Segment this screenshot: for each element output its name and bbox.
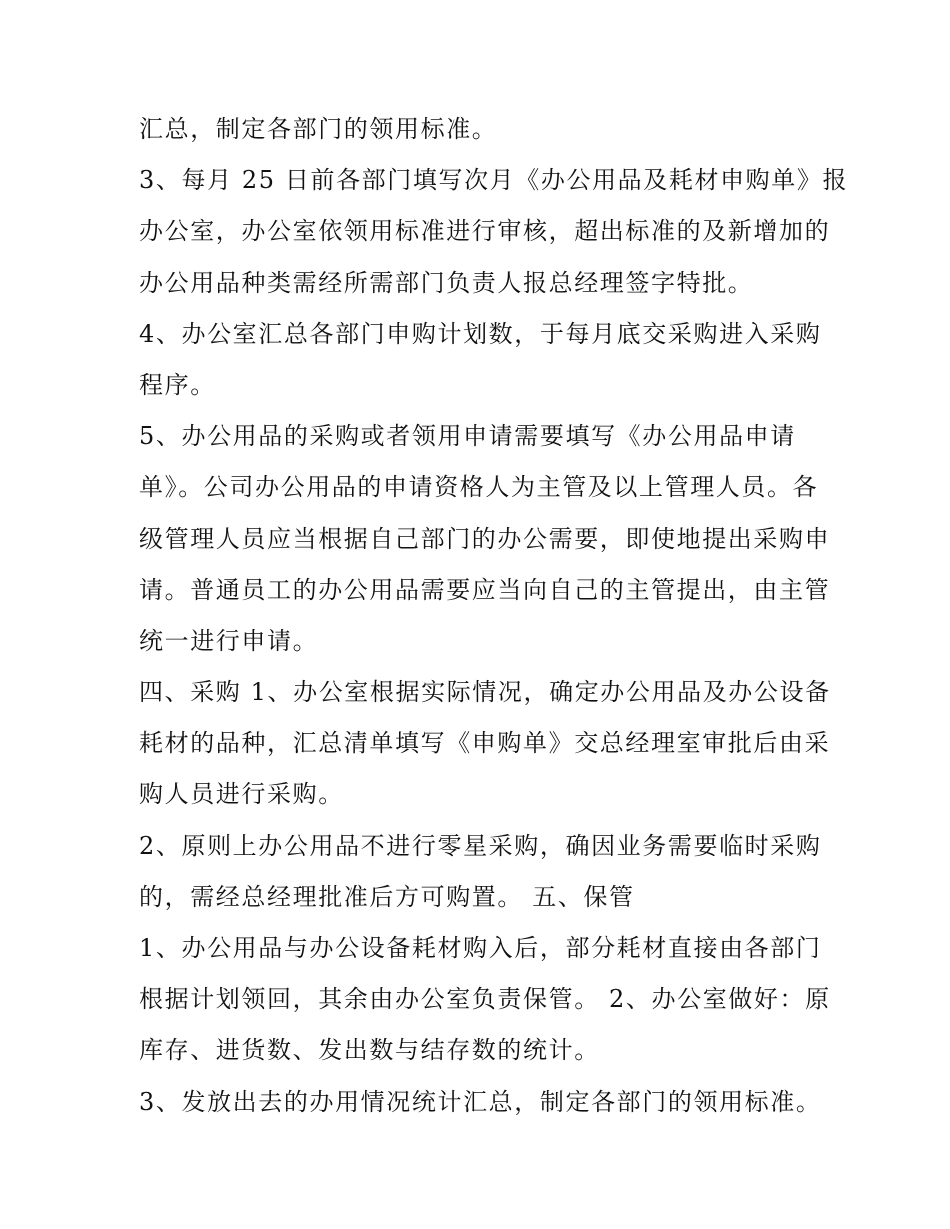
text-line: 4、办公室汇总各部门申购计划数，于每月底交采购进入采购 (139, 319, 822, 348)
text-line: 汇总，制定各部门的领用标准。 (139, 115, 498, 143)
text-line: 单》。公司办公用品的申请资格人为主管及以上管理人员。各 (139, 473, 819, 502)
text-line: 1、办公用品与办公设备耗材购入后，部分耗材直接由各部门 (139, 934, 822, 962)
text-line: 四、采购 1、办公室根据实际情况，确定办公用品及办公设备 (139, 678, 831, 707)
text-line: 根据计划领回，其余由办公室负责保管。 2、办公室做好：原 (139, 985, 831, 1014)
text-line: 3、每月 25 日前各部门填写次月《办公用品及耗材申购单》报 (139, 166, 849, 195)
text-line: 请。普通员工的办公用品需要应当向自己的主管提出，由主管 (139, 575, 831, 604)
text-line: 耗材的品种，汇总清单填写《申购单》交总经理室审批后由采 (139, 729, 831, 758)
text-line: 统一进行申请。 (139, 626, 319, 655)
text-line: 3、发放出去的办用情况统计汇总，制定各部门的领用标准。 (139, 1087, 822, 1116)
text-line: 购人员进行采购。 (139, 780, 344, 809)
text-line: 库存、进货数、发出数与结存数的统计。 (139, 1036, 600, 1065)
document-body (139, 104, 849, 1128)
text-line: 办公室，办公室依领用标准进行审核，超出标准的及新增加的 (139, 217, 831, 246)
text-line: 程序。 (139, 370, 216, 399)
text-line: 5、办公用品的采购或者领用申请需要填写《办公用品申请 (139, 422, 796, 451)
text-line: 2、原则上办公用品不进行零星采购，确因业务需要临时采购 (139, 831, 822, 860)
text-line: 级管理人员应当根据自己部门的办公需要，即使地提出采购申 (139, 524, 831, 553)
text-line: 的，需经总经理批准后方可购置。 五、保管 (139, 882, 635, 911)
text-line: 办公用品种类需经所需部门负责人报总经理签字特批。 (139, 268, 754, 297)
